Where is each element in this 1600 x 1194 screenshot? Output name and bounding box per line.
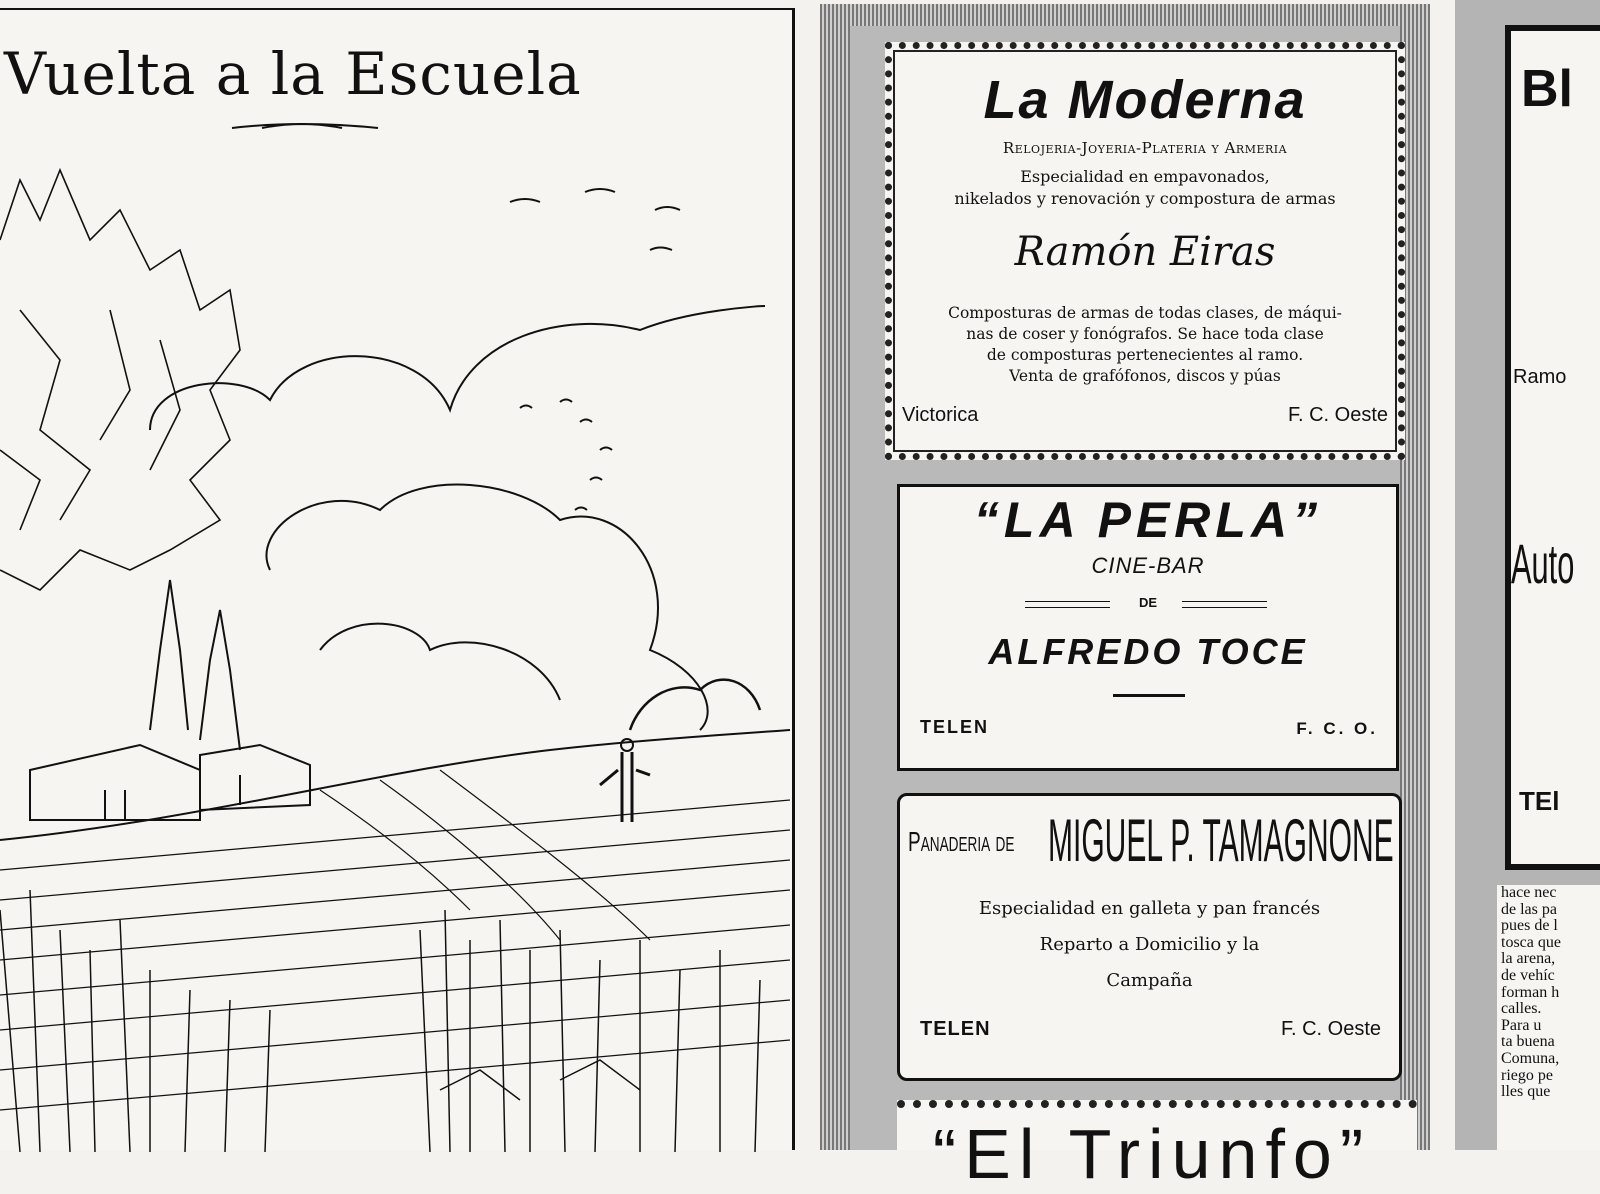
text-line: de vehíc [1501,966,1555,984]
landscape-drawing [0,10,795,1152]
ad-panaderia [897,793,1402,1081]
text-line: la arena, [1501,950,1556,968]
ad-la-moderna-rail: F. C. Oeste [1287,404,1388,426]
ad-la-moderna [885,42,1405,460]
ad-la-moderna-name: La Moderna [983,70,1307,130]
ad-la-perla-kind: CINE-BAR [1091,553,1205,578]
ad-el-triunfo-name: “El Triunfo” [932,1115,1372,1193]
farmhouses [30,745,310,820]
ad-la-moderna-subtitle: Relojeria-Joyeria-Plateria y Armeria [1002,139,1288,157]
right-ad-ramon-text: Ramo [1513,366,1567,388]
text-line: riego pe [1501,1066,1553,1084]
ad-panaderia-line-3: Campaña [1106,970,1193,991]
ad-la-perla-owner: ALFREDO TOCE [988,631,1308,672]
farmer-figure [600,752,650,822]
right-advertisement [1505,25,1600,870]
right-article-text [1497,885,1600,1150]
ad-la-moderna-desc-4: Venta de grafófonos, discos y púas [1009,367,1281,385]
ad-la-perla-rail: F. C. O. [1296,719,1378,738]
tree-foliage [0,170,240,590]
ad-el-triunfo [897,1100,1417,1193]
title-ornament [232,124,378,128]
ad-la-moderna-specialty-2: nikelados y renovación y compostura de armas [954,189,1336,208]
ad-la-perla-rule-right [1182,601,1267,608]
birds-in-flight [510,189,680,510]
right-ad-auto: Auto [1511,532,1575,595]
column-top-border [820,4,1430,26]
ad-panaderia-town: TELEN [920,1018,991,1040]
column-left-border [820,4,850,1150]
text-line: Para u [1501,1016,1542,1034]
illustration-panel [0,8,795,1150]
illustration-title: Vuelta a la Escuela [4,40,582,108]
ad-la-perla-town: TELEN [920,717,990,737]
ad-la-moderna-desc-3: de composturas pertenecientes al ramo. [986,346,1304,364]
text-line: pues de l [1501,917,1558,935]
ad-panaderia-line-1: Especialidad en galleta y pan francés [978,898,1321,919]
text-line: Comuna, [1501,1049,1560,1067]
cloud-outline-top [150,306,765,430]
hedge [630,680,760,730]
foreground-grass [0,890,760,1152]
ad-la-moderna-desc-2: nas de coser y fonógrafos. Se hace toda clase [966,325,1324,343]
hill-line [0,730,790,840]
ad-la-moderna-desc-1: Composturas de armas de todas clases, de máqui- [948,304,1342,322]
ad-la-perla-underline [1113,694,1185,697]
ad-panaderia-prefix: Panaderia de [908,826,1015,857]
ad-la-perla-de: DE [1138,595,1158,610]
text-line: calles. [1501,1000,1542,1018]
text-line: lles que [1501,1083,1551,1101]
text-line: forman h [1501,983,1560,1001]
ad-la-perla-name: “LA PERLA” [973,492,1323,548]
right-ad-telen: TEl [1519,786,1560,816]
ad-panaderia-rail: F. C. Oeste [1280,1018,1381,1040]
text-line: ta buena [1501,1033,1555,1051]
ad-la-perla [897,484,1399,771]
poplar-trees [150,580,240,750]
ad-panaderia-owner: MIGUEL P. TAMAGNONE [1048,807,1394,874]
ad-la-moderna-town: Victorica [902,404,979,426]
right-ad-heading: Bl [1521,60,1573,118]
cloud-outline-lower [320,624,560,700]
ad-la-moderna-owner: Ramón Eiras [1014,229,1276,275]
text-line: hace nec [1501,884,1557,901]
ad-la-moderna-specialty-1: Especialidad en empavonados, [1020,167,1270,186]
text-line: tosca que [1501,933,1561,951]
cloud-outline-middle [267,485,708,730]
text-line: de las pa [1501,900,1557,918]
ad-panaderia-line-2: Reparto a Domicilio y la [1039,934,1260,955]
